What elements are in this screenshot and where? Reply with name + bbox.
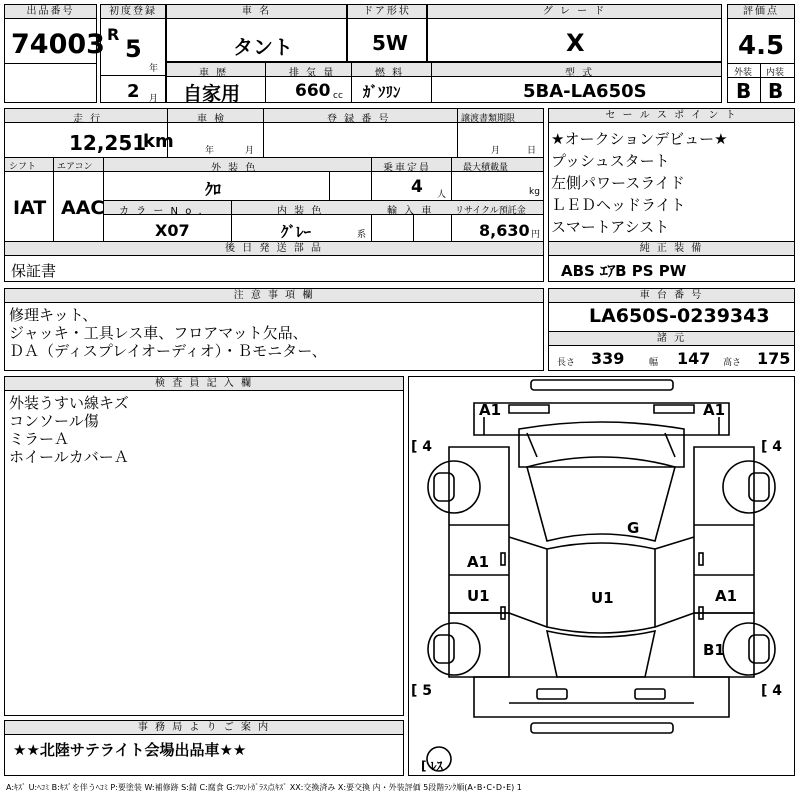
caution-label: 注 意 事 項 欄 xyxy=(5,289,543,303)
inspection-year-unit: 年 xyxy=(205,146,215,156)
displacement-label: 排 気 量 xyxy=(289,68,336,79)
first-reg-label: 初度登録 xyxy=(101,5,165,19)
transfer-day-unit: 日 xyxy=(527,146,537,156)
mark-roof: U1 xyxy=(591,589,614,607)
office-note: ★★北陸サテライト会場出品車★★ xyxy=(13,741,247,759)
tire-front-left: [ 4 xyxy=(411,439,433,455)
inspector-line-2: コンソール傷 xyxy=(9,412,99,430)
sales-point-4: ＬＥＤヘッドライト xyxy=(551,196,686,214)
office-label: 事 務 局 よ り ご 案 内 xyxy=(5,721,403,735)
displacement: 660 xyxy=(295,81,331,101)
inspector-line-4: ホイールカバーＡ xyxy=(9,448,129,466)
int-color-unit: 系 xyxy=(357,230,367,240)
sales-point-1: ★オークションデビュー★ xyxy=(551,130,728,148)
history-row xyxy=(166,62,722,103)
office-box xyxy=(4,720,404,776)
tire-rear-right: [ 4 xyxy=(761,683,783,699)
inspection-month-unit: 月 xyxy=(245,146,255,156)
length: 339 xyxy=(591,349,625,368)
grade-box xyxy=(427,4,722,62)
equipment: ABS ｴｱB PS PW xyxy=(561,262,687,280)
fuel-label: 燃 料 xyxy=(375,68,405,79)
score-box xyxy=(727,4,795,103)
mileage-unit: km xyxy=(143,131,174,152)
mileage: 12,251 xyxy=(69,131,147,155)
color-no-label: カ ラ ー N o . xyxy=(119,206,204,217)
mark-left-front-door: A1 xyxy=(467,553,490,571)
mark-windshield: G xyxy=(627,519,640,537)
int-color: ｸﾞﾚｰ xyxy=(281,223,312,241)
width-label: 幅 xyxy=(649,358,659,368)
era: R xyxy=(107,25,120,44)
load-unit: kg xyxy=(529,187,540,197)
later-parts-label: 後 日 発 送 部 品 xyxy=(5,242,543,256)
year-unit: 年 xyxy=(149,64,159,74)
ac-label: エアコン xyxy=(57,162,93,172)
displacement-unit: cc xyxy=(333,91,343,101)
car-name-box xyxy=(166,4,347,62)
car-outline-icon xyxy=(409,377,794,775)
recycle-label: リサイクル預託金 xyxy=(455,206,526,216)
sales-point-5: スマートアシスト xyxy=(551,218,670,236)
capacity-label: 乗車定員 xyxy=(383,163,431,174)
lot-box xyxy=(4,4,105,103)
load-label: 最大積載量 xyxy=(463,163,509,173)
door-label: ドア形状 xyxy=(348,5,426,19)
first-registration-box xyxy=(100,4,166,103)
mark-right-rear-quarter: B1 xyxy=(703,641,725,659)
sales-point-3: 左側パワースライド xyxy=(551,174,685,192)
caution-line-1: 修理キット、 xyxy=(9,306,98,324)
car-name-label: 車 名 xyxy=(167,5,346,19)
int-color-label: 内 装 色 xyxy=(277,206,324,217)
reg-year: 5 xyxy=(125,35,142,63)
import-label: 輸 入 車 xyxy=(387,206,434,217)
dims-label: 諸 元 xyxy=(549,332,794,346)
mark-right-rear-door: A1 xyxy=(715,587,738,605)
shift-label: シフト xyxy=(9,162,37,172)
score-label: 評価点 xyxy=(728,5,794,19)
transfer-month-unit: 月 xyxy=(491,146,501,156)
inspector-label: 検 査 員 記 入 欄 xyxy=(5,377,403,391)
mark-front-right: A1 xyxy=(703,401,726,419)
sales-point-box xyxy=(548,108,795,282)
chassis-label: 車 台 番 号 xyxy=(549,289,794,303)
transfer-label: 譲渡書類期限 xyxy=(461,114,516,124)
model: 5BA-LA650S xyxy=(523,81,647,102)
ac: AAC xyxy=(61,197,105,219)
recycle-unit: 円 xyxy=(531,230,541,240)
later-parts: 保証書 xyxy=(11,262,57,280)
ext-color-label: 外 装 色 xyxy=(211,163,258,174)
door-type: 5W xyxy=(372,31,408,55)
recycle-fee: 8,630 xyxy=(479,221,530,240)
tire-rear-left: [ 5 xyxy=(411,683,433,699)
mark-front-left: A1 xyxy=(479,401,502,419)
car-diagram xyxy=(408,376,795,776)
tire-front-right: [ 4 xyxy=(761,439,783,455)
ext-label: 外装 xyxy=(734,68,753,78)
grade-label: グ レ ー ド xyxy=(428,5,721,19)
history: 自家用 xyxy=(183,83,241,105)
mileage-label: 走 行 xyxy=(73,114,103,125)
reg-month: 2 xyxy=(127,81,140,102)
width: 147 xyxy=(677,349,711,368)
car-name: タント xyxy=(233,35,293,59)
chassis-number: LA650S-0239343 xyxy=(589,305,770,327)
inspector-box xyxy=(4,376,404,716)
height: 175 xyxy=(757,349,791,368)
capacity: 4 xyxy=(411,177,423,197)
color-no: X07 xyxy=(155,221,190,240)
caution-box xyxy=(4,288,544,371)
month-unit: 月 xyxy=(149,94,159,104)
vehicle-detail-box xyxy=(4,108,544,282)
door-box xyxy=(347,4,427,62)
ext-grade: B xyxy=(736,79,752,103)
lot-number: 74003 xyxy=(11,29,105,60)
caution-line-3: ＤＡ（ディスプレイオーディオ）・Ｂモニター、 xyxy=(9,342,327,360)
sales-point-label: セ ー ル ス ポ イ ン ト xyxy=(549,109,794,123)
damage-legend: A:ｷｽﾞ U:ﾍｺﾐ B:ｷｽﾞを伴うﾍｺﾐ P:要塗装 W:補修跡 S:錆 C:腐食 G:ﾌﾛﾝﾄｶﾞﾗｽ点ｷｽﾞ XX:交換済み X:要交換 内・外装評価 5段階ﾗﾝｸ順(A･B･C･D･E) 1 xyxy=(6,783,522,792)
history-label: 車 歴 xyxy=(199,68,229,79)
length-label: 長さ xyxy=(557,358,576,368)
equipment-label: 純 正 装 備 xyxy=(549,242,794,256)
score: 4.5 xyxy=(738,31,785,61)
caution-line-2: ジャッキ・工具レス車、フロアマット欠品、 xyxy=(9,324,308,342)
grade: X xyxy=(566,29,585,57)
capacity-unit: 人 xyxy=(437,190,447,200)
mark-left-rear-door: U1 xyxy=(467,587,490,605)
reg-number-label: 登 録 番 号 xyxy=(327,114,391,125)
model-label: 型 式 xyxy=(565,68,595,79)
lot-label: 出品番号 xyxy=(5,5,96,19)
ext-color: ｸﾛ xyxy=(205,180,222,199)
chassis-box xyxy=(548,288,795,371)
shift: IAT xyxy=(13,197,47,219)
fuel: ｶﾞｿﾘﾝ xyxy=(363,83,401,101)
height-label: 高さ xyxy=(723,358,742,368)
int-label: 内装 xyxy=(766,68,785,78)
sales-point-2: プッシュスタート xyxy=(551,152,670,170)
inspector-line-1: 外装うすい線キズ xyxy=(9,394,129,412)
inspection-label: 車 検 xyxy=(197,114,227,125)
inspector-line-3: ミラーＡ xyxy=(9,430,70,448)
spare-tire: [ ﾚｽ xyxy=(421,759,443,773)
int-grade: B xyxy=(768,79,784,103)
